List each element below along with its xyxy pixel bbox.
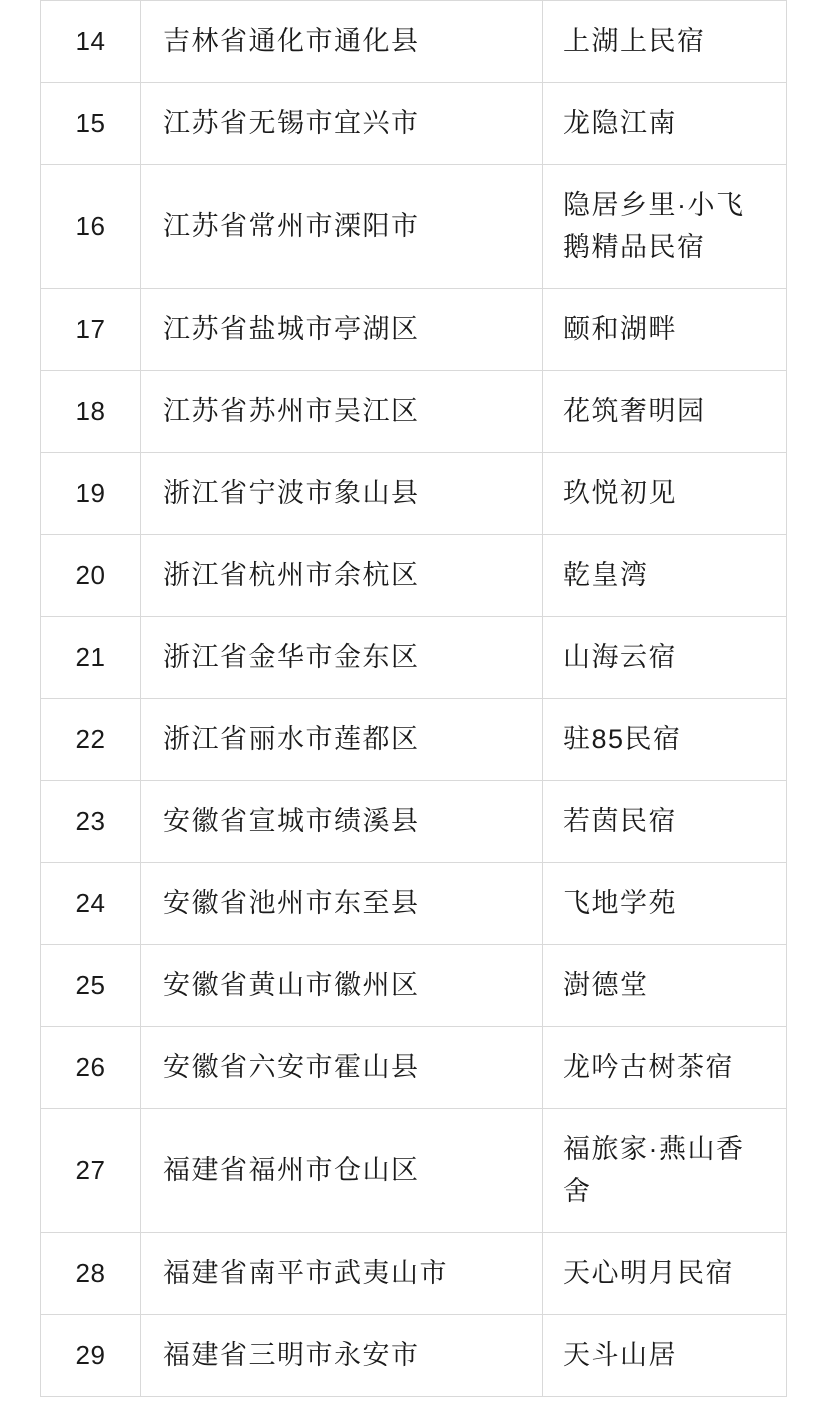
row-index-cell: [41, 1315, 141, 1397]
row-index-value: 19: [75, 478, 106, 509]
table-row: [41, 1109, 787, 1233]
row-homestay-name-value: 龙吟古树茶宿: [563, 1051, 734, 1082]
row-location-value: 安徽省宣城市绩溪县: [163, 805, 420, 836]
table-row: [41, 1, 787, 83]
row-index-cell: [41, 781, 141, 863]
row-index-cell: [41, 289, 141, 371]
row-index-value: 25: [75, 970, 106, 1001]
row-homestay-name-value: 天斗山居: [563, 1339, 677, 1370]
row-location-cell: [141, 453, 543, 535]
row-index-value: 24: [75, 888, 106, 919]
table-row: [41, 535, 787, 617]
row-index-cell: [41, 165, 141, 289]
row-index-value: 14: [75, 26, 106, 57]
row-location-value: 吉林省通化市通化县: [163, 25, 420, 56]
row-homestay-name-cell: [543, 535, 787, 617]
row-homestay-name-value: 玖悦初见: [563, 477, 677, 508]
row-homestay-name-cell: [543, 83, 787, 165]
row-location-value: 福建省南平市武夷山市: [163, 1257, 448, 1288]
row-location-value: 浙江省宁波市象山县: [163, 477, 420, 508]
row-index-cell: [41, 617, 141, 699]
table-body: [41, 1, 787, 1397]
row-location-value: 安徽省池州市东至县: [163, 887, 420, 918]
row-homestay-name-value: 驻85民宿: [563, 723, 682, 754]
row-index-value: 21: [75, 642, 106, 673]
table-row: [41, 781, 787, 863]
row-location-cell: [141, 1109, 543, 1233]
row-homestay-name-cell: [543, 1315, 787, 1397]
row-location-value: 江苏省苏州市吴江区: [163, 395, 420, 426]
row-homestay-name-cell: [543, 863, 787, 945]
homestay-listing-table: [40, 0, 787, 1397]
row-homestay-name-value: 花筑奢明园: [563, 395, 706, 426]
table-row: [41, 83, 787, 165]
row-homestay-name-value: 上湖上民宿: [563, 25, 706, 56]
row-homestay-name-cell: [543, 1027, 787, 1109]
row-location-value: 浙江省杭州市余杭区: [163, 559, 420, 590]
row-location-cell: [141, 165, 543, 289]
row-location-cell: [141, 1, 543, 83]
row-index-value: 18: [75, 396, 106, 427]
row-homestay-name-value: 天心明月民宿: [563, 1257, 734, 1288]
row-homestay-name-cell: [543, 165, 787, 289]
row-location-cell: [141, 699, 543, 781]
row-index-value: 15: [75, 108, 106, 139]
row-location-cell: [141, 371, 543, 453]
row-location-value: 安徽省六安市霍山县: [163, 1051, 420, 1082]
row-homestay-name-value: 澍德堂: [563, 969, 649, 1000]
row-index-value: 16: [75, 211, 106, 242]
table-row: [41, 1315, 787, 1397]
row-homestay-name-cell: [543, 453, 787, 535]
row-index-cell: [41, 453, 141, 535]
row-homestay-name-cell: [543, 699, 787, 781]
row-homestay-name-cell: [543, 1233, 787, 1315]
table-row: [41, 1233, 787, 1315]
row-index-cell: [41, 945, 141, 1027]
row-homestay-name-value: 乾皇湾: [563, 559, 649, 590]
row-location-value: 福建省福州市仓山区: [163, 1154, 420, 1185]
table-row: [41, 945, 787, 1027]
table-row: [41, 453, 787, 535]
row-location-value: 江苏省盐城市亭湖区: [163, 313, 420, 344]
row-location-cell: [141, 781, 543, 863]
row-index-cell: [41, 863, 141, 945]
row-location-cell: [141, 617, 543, 699]
row-index-value: 29: [75, 1340, 106, 1371]
row-index-value: 23: [75, 806, 106, 837]
table-row: [41, 863, 787, 945]
row-homestay-name-value: 隐居乡里·小飞鹅精品民宿: [563, 189, 745, 262]
row-homestay-name-cell: [543, 1, 787, 83]
row-location-cell: [141, 1233, 543, 1315]
row-index-cell: [41, 83, 141, 165]
row-homestay-name-value: 福旅家·燕山香舍: [563, 1133, 745, 1206]
row-location-value: 浙江省金华市金东区: [163, 641, 420, 672]
row-location-value: 江苏省常州市溧阳市: [163, 210, 420, 241]
row-homestay-name-value: 飞地学苑: [563, 887, 677, 918]
row-homestay-name-cell: [543, 1109, 787, 1233]
row-location-cell: [141, 83, 543, 165]
table-row: [41, 699, 787, 781]
row-homestay-name-cell: [543, 781, 787, 863]
row-location-cell: [141, 289, 543, 371]
row-location-cell: [141, 1027, 543, 1109]
row-location-value: 江苏省无锡市宜兴市: [163, 107, 420, 138]
row-homestay-name-cell: [543, 617, 787, 699]
row-index-cell: [41, 1233, 141, 1315]
row-index-value: 17: [75, 314, 106, 345]
row-location-value: 安徽省黄山市徽州区: [163, 969, 420, 1000]
row-index-value: 26: [75, 1052, 106, 1083]
row-index-value: 27: [75, 1155, 106, 1186]
row-index-cell: [41, 1, 141, 83]
table-row: [41, 289, 787, 371]
row-index-cell: [41, 535, 141, 617]
table-row: [41, 617, 787, 699]
row-index-value: 22: [75, 724, 106, 755]
row-index-value: 28: [75, 1258, 106, 1289]
row-location-value: 浙江省丽水市莲都区: [163, 723, 420, 754]
row-homestay-name-value: 颐和湖畔: [563, 313, 677, 344]
table-row: [41, 371, 787, 453]
row-index-value: 20: [75, 560, 106, 591]
row-location-value: 福建省三明市永安市: [163, 1339, 420, 1370]
row-index-cell: [41, 371, 141, 453]
row-homestay-name-cell: [543, 371, 787, 453]
row-location-cell: [141, 535, 543, 617]
row-homestay-name-value: 若茵民宿: [563, 805, 677, 836]
row-location-cell: [141, 863, 543, 945]
row-homestay-name-value: 龙隐江南: [563, 107, 677, 138]
row-location-cell: [141, 945, 543, 1027]
row-index-cell: [41, 1109, 141, 1233]
row-index-cell: [41, 1027, 141, 1109]
table-row: [41, 165, 787, 289]
row-index-cell: [41, 699, 141, 781]
row-homestay-name-cell: [543, 289, 787, 371]
row-location-cell: [141, 1315, 543, 1397]
table-row: [41, 1027, 787, 1109]
row-homestay-name-cell: [543, 945, 787, 1027]
row-homestay-name-value: 山海云宿: [563, 641, 677, 672]
